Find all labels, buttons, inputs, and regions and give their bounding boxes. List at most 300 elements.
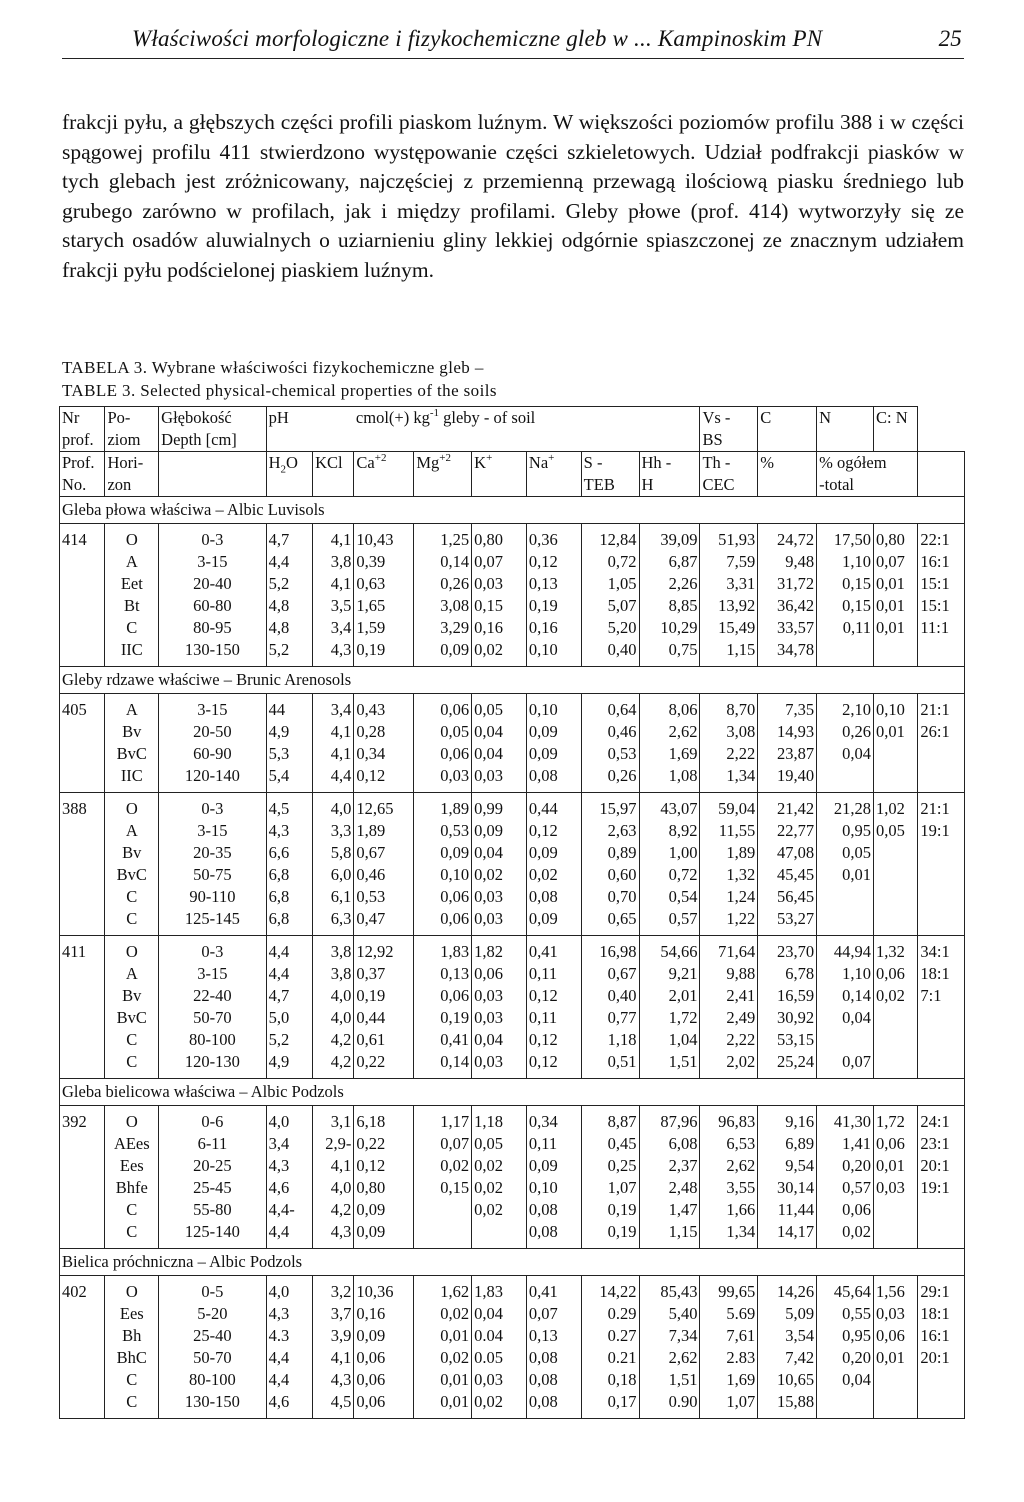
table-cell <box>918 1051 965 1079</box>
table-cell: 3,31 <box>700 573 758 595</box>
table-row <box>60 936 965 964</box>
table-cell: 0,01 <box>414 1391 472 1419</box>
table-cell: 80-100 <box>159 1369 266 1391</box>
table-cell <box>414 1199 472 1221</box>
table-cell: 0,95 <box>817 1325 874 1347</box>
table-cell: C <box>105 1051 159 1079</box>
table-cell: 0,12 <box>526 1029 581 1051</box>
table-cell: 0,64 <box>581 694 639 722</box>
hdr-cec: CEC <box>700 474 758 497</box>
table-cell: 14,17 <box>758 1221 817 1249</box>
table-cell: 0,09 <box>354 1325 414 1347</box>
table-cell: 1,07 <box>581 1177 639 1199</box>
table-cell: 0,09 <box>526 908 581 936</box>
table-cell: 0,06 <box>354 1369 414 1391</box>
table-cell: 6-11 <box>159 1133 266 1155</box>
table-cell: 36,42 <box>758 595 817 617</box>
table-cell: 3,08 <box>700 721 758 743</box>
table-cell: 0,16 <box>472 617 527 639</box>
table-cell: 60-90 <box>159 743 266 765</box>
table-cell: 0-5 <box>159 1276 266 1304</box>
table-cell: 0,05 <box>414 721 472 743</box>
body-paragraph <box>62 108 964 285</box>
table-cell: 0,14 <box>414 1051 472 1079</box>
profile-number <box>60 1369 105 1391</box>
table-cell: 0,63 <box>354 573 414 595</box>
table-cell: A <box>105 694 159 722</box>
profile-number <box>60 617 105 639</box>
table-cell <box>918 1007 965 1029</box>
hdr-prof: prof. <box>60 429 105 452</box>
table-cell: 1,89 <box>700 842 758 864</box>
table-cell: 0,16 <box>354 1303 414 1325</box>
table-cell: 15,49 <box>700 617 758 639</box>
table-cell: 1,34 <box>700 1221 758 1249</box>
table-cell: 14,22 <box>581 1276 639 1304</box>
table-cell: 0.04 <box>472 1325 527 1347</box>
table-cell: 11,55 <box>700 820 758 842</box>
table-cell: 0,54 <box>639 886 700 908</box>
table-cell: 21:1 <box>918 793 965 821</box>
table-cell: 0,06 <box>414 886 472 908</box>
table-cell: 0,12 <box>526 551 581 573</box>
profile-number <box>60 1325 105 1347</box>
profile-number <box>60 1303 105 1325</box>
section-title: Gleby rdzawe właściwe – Brunic Arenosols <box>60 667 965 694</box>
table-cell: 9,88 <box>700 963 758 985</box>
section-header <box>60 667 965 694</box>
table-cell: A <box>105 963 159 985</box>
table-cell: 0,09 <box>526 721 581 743</box>
table-cell: 10,29 <box>639 617 700 639</box>
table-cell: 0.27 <box>581 1325 639 1347</box>
hdr-mg: $Mg^{+2}$ <box>414 452 472 475</box>
hdr-vs: Vs - <box>700 407 758 430</box>
table-cell: C <box>105 908 159 936</box>
table-cell: 0.29 <box>581 1303 639 1325</box>
table-cell: 96,83 <box>700 1106 758 1134</box>
table-cell: 56,45 <box>758 886 817 908</box>
section-header <box>60 1249 965 1276</box>
table-cell: IIC <box>105 765 159 793</box>
table-cell: 2,49 <box>700 1007 758 1029</box>
table-cell <box>817 1391 874 1419</box>
table-cell: 18:1 <box>918 963 965 985</box>
table-cell: 0,77 <box>581 1007 639 1029</box>
table-cell: 1,32 <box>700 864 758 886</box>
table-cell: 4,4 <box>313 765 354 793</box>
table-cell: 0,03 <box>414 765 472 793</box>
table-cell: 8,92 <box>639 820 700 842</box>
table-cell: 4,9 <box>266 721 312 743</box>
table-cell: C <box>105 1391 159 1419</box>
table-cell: 120-140 <box>159 765 266 793</box>
table-cell: 3,9 <box>313 1325 354 1347</box>
table-cell <box>918 886 965 908</box>
table-cell <box>873 1051 917 1079</box>
table-cell: 0,01 <box>873 1347 917 1369</box>
table-cell: 1,22 <box>700 908 758 936</box>
profile-number <box>60 864 105 886</box>
table-cell: 0,44 <box>354 1007 414 1029</box>
profile-number <box>60 886 105 908</box>
hdr-pct-ogolem: % ogółem <box>817 452 918 475</box>
table-row <box>60 842 965 864</box>
table-cell: 50-70 <box>159 1007 266 1029</box>
table-cell: C <box>105 1029 159 1051</box>
profile-number <box>60 1221 105 1249</box>
table-cell: 60-80 <box>159 595 266 617</box>
table-cell: 0,67 <box>581 963 639 985</box>
table-cell: 3,8 <box>313 936 354 964</box>
table-cell: 5,2 <box>266 1029 312 1051</box>
table-cell: 0,06 <box>414 743 472 765</box>
table-cell: 0,06 <box>414 985 472 1007</box>
table-cell: 2,62 <box>639 721 700 743</box>
table-cell: 0,09 <box>526 842 581 864</box>
table-cell: 2,62 <box>700 1155 758 1177</box>
table-cell: IIC <box>105 639 159 667</box>
table-cell: 0-6 <box>159 1106 266 1134</box>
table-cell: 4,2 <box>313 1199 354 1221</box>
table-cell: 0,45 <box>581 1133 639 1155</box>
table-cell: 15:1 <box>918 595 965 617</box>
table-cell: 3,2 <box>313 1276 354 1304</box>
hdr-ziom: ziom <box>105 429 159 452</box>
table-cell: 15,88 <box>758 1391 817 1419</box>
table-cell: 3,3 <box>313 820 354 842</box>
table-row <box>60 1276 965 1304</box>
table-cell: 87,96 <box>639 1106 700 1134</box>
table-cell: 0,10 <box>414 864 472 886</box>
table-cell: 0,08 <box>526 1391 581 1419</box>
table-cell: 0,01 <box>414 1369 472 1391</box>
table-cell: 0,19 <box>581 1221 639 1249</box>
table-row <box>60 551 965 573</box>
table-cell: 5,09 <box>758 1303 817 1325</box>
table-cell: 0,06 <box>414 694 472 722</box>
header-row-4 <box>60 474 965 497</box>
hdr-kcl: KCl <box>313 452 354 475</box>
profile-number: 392 <box>60 1106 105 1134</box>
hdr-s: S - <box>581 452 639 475</box>
table-cell: 0,40 <box>581 639 639 667</box>
table-cell: 0,09 <box>414 639 472 667</box>
table-cell: 5,07 <box>581 595 639 617</box>
profile-number <box>60 820 105 842</box>
table-cell: 50-70 <box>159 1347 266 1369</box>
table-cell: 0,08 <box>526 1369 581 1391</box>
table-cell: 0,20 <box>817 1155 874 1177</box>
table-cell: 5,2 <box>266 639 312 667</box>
table-cell: AEes <box>105 1133 159 1155</box>
table-cell: 4.3 <box>266 1325 312 1347</box>
table-cell: 3,8 <box>313 551 354 573</box>
table-cell: 3,1 <box>313 1106 354 1134</box>
table-cell: 4,4 <box>266 1347 312 1369</box>
table-cell: 5.69 <box>700 1303 758 1325</box>
table-cell: 1,10 <box>817 963 874 985</box>
table-row <box>60 1303 965 1325</box>
table-cell <box>873 1391 917 1419</box>
hdr-hh: Hh - <box>639 452 700 475</box>
hdr-po: Po- <box>105 407 159 430</box>
table-cell: 6,8 <box>266 908 312 936</box>
table-cell: 0,02 <box>414 1155 472 1177</box>
table-cell: 2,41 <box>700 985 758 1007</box>
table-cell: 5,20 <box>581 617 639 639</box>
table-cell: 1,89 <box>414 793 472 821</box>
table-cell: 0,01 <box>414 1325 472 1347</box>
table-cell: 59,04 <box>700 793 758 821</box>
table-row <box>60 886 965 908</box>
table-cell: 7,42 <box>758 1347 817 1369</box>
table-cell: 0,15 <box>414 1177 472 1199</box>
table-cell: 0,04 <box>472 842 527 864</box>
table-cell: 0,15 <box>817 573 874 595</box>
table-cell: C <box>105 1221 159 1249</box>
table-cell <box>817 639 874 667</box>
table-cell: O <box>105 936 159 964</box>
table-cell: BvC <box>105 1007 159 1029</box>
table-cell: 4,5 <box>313 1391 354 1419</box>
hdr-k: K+ <box>472 452 527 475</box>
table-cell: 23:1 <box>918 1133 965 1155</box>
page-number: 25 <box>938 26 962 51</box>
table-cell: 2.83 <box>700 1347 758 1369</box>
table-row <box>60 985 965 1007</box>
table-row <box>60 1325 965 1347</box>
table-cell: 0,39 <box>354 551 414 573</box>
table-cell: 8,87 <box>581 1106 639 1134</box>
table-cell: 20:1 <box>918 1155 965 1177</box>
table-cell: 0,02 <box>472 1391 527 1419</box>
table-cell: 0,04 <box>817 743 874 765</box>
table-cell: Ees <box>105 1303 159 1325</box>
table-cell: 4,3 <box>313 1369 354 1391</box>
table-cell: 1,18 <box>472 1106 527 1134</box>
table-row <box>60 1029 965 1051</box>
table-cell: 4,8 <box>266 595 312 617</box>
profile-number <box>60 743 105 765</box>
table-cell: 1,24 <box>700 886 758 908</box>
table-cell: 6,0 <box>313 864 354 886</box>
table-cell: 3,8 <box>313 963 354 985</box>
table-cell <box>817 1029 874 1051</box>
hdr-th: Th - <box>700 452 758 475</box>
table-cell: 2,02 <box>700 1051 758 1079</box>
table-cell: 0,05 <box>472 1133 527 1155</box>
table-cell: 19,40 <box>758 765 817 793</box>
hdr-depth: Depth [cm] <box>159 429 266 452</box>
table-cell: 6,53 <box>700 1133 758 1155</box>
table-cell: 0,03 <box>472 765 527 793</box>
table-cell: 0,46 <box>581 721 639 743</box>
profile-number <box>60 1029 105 1051</box>
table-row <box>60 1155 965 1177</box>
table-cell: 90-110 <box>159 886 266 908</box>
table-cell: O <box>105 793 159 821</box>
table-cell: 0,15 <box>817 595 874 617</box>
table-cell: 0,41 <box>526 1276 581 1304</box>
table-cell: 2,22 <box>700 743 758 765</box>
table-cell <box>873 864 917 886</box>
table-cell: Ees <box>105 1155 159 1177</box>
table-cell: 2,26 <box>639 573 700 595</box>
table-cell: 0,02 <box>472 864 527 886</box>
table-cell: 0,16 <box>526 617 581 639</box>
table-cell: 0,02 <box>472 639 527 667</box>
table-cell: 1,62 <box>414 1276 472 1304</box>
table-cell: 0.90 <box>639 1391 700 1419</box>
table-cell: 22-40 <box>159 985 266 1007</box>
table-cell: 0,05 <box>817 842 874 864</box>
table-cell: 0,11 <box>526 1007 581 1029</box>
table-cell <box>472 1221 527 1249</box>
hdr-teb: TEB <box>581 474 639 497</box>
table-cell: 0,02 <box>817 1221 874 1249</box>
table-cell: 51,93 <box>700 524 758 552</box>
table-cell <box>873 1029 917 1051</box>
table-row <box>60 1391 965 1419</box>
table-cell: 4,4 <box>266 551 312 573</box>
table-cell: 12,65 <box>354 793 414 821</box>
table-cell: 0,14 <box>817 985 874 1007</box>
table-cell: 0,95 <box>817 820 874 842</box>
table-cell: 0,43 <box>354 694 414 722</box>
table-cell: 0,08 <box>526 1347 581 1369</box>
table-cell: 0,02 <box>414 1303 472 1325</box>
table-cell: 0,26 <box>414 573 472 595</box>
table-cell: 1,25 <box>414 524 472 552</box>
profile-number <box>60 1007 105 1029</box>
table-cell: 21,42 <box>758 793 817 821</box>
header-row-3 <box>60 452 965 475</box>
table-cell: 5,0 <box>266 1007 312 1029</box>
profile-number: 414 <box>60 524 105 552</box>
table-cell: C <box>105 1199 159 1221</box>
table-cell: 71,64 <box>700 936 758 964</box>
table-cell: 0,57 <box>639 908 700 936</box>
section-header <box>60 1079 965 1106</box>
table-cell: 0,53 <box>414 820 472 842</box>
table-cell: 0,53 <box>354 886 414 908</box>
table-cell: 1,82 <box>472 936 527 964</box>
table-cell: 43,07 <box>639 793 700 821</box>
table-cell <box>918 743 965 765</box>
table-cell: 99,65 <box>700 1276 758 1304</box>
table-row <box>60 524 965 552</box>
table-cell: 0,22 <box>354 1051 414 1079</box>
hdr-cn: C: N <box>873 407 917 430</box>
table-cell: O <box>105 1106 159 1134</box>
table-row <box>60 1369 965 1391</box>
table-cell: 6,1 <box>313 886 354 908</box>
table-cell: 0,09 <box>526 743 581 765</box>
table-cell: Bv <box>105 985 159 1007</box>
table-cell: 21:1 <box>918 694 965 722</box>
table-cell: 3-15 <box>159 551 266 573</box>
table-cell: 1,00 <box>639 842 700 864</box>
profile-number <box>60 1051 105 1079</box>
table-cell: 3,55 <box>700 1177 758 1199</box>
table-cell: 4,3 <box>313 639 354 667</box>
table-caption-en: TABLE 3. Selected physical-chemical properties of the soils <box>62 381 497 400</box>
table-row <box>60 1007 965 1029</box>
table-cell: 0,20 <box>817 1347 874 1369</box>
table-cell: 11:1 <box>918 617 965 639</box>
table-cell: 1,08 <box>639 765 700 793</box>
table-cell: 9,54 <box>758 1155 817 1177</box>
table-cell: 5,2 <box>266 573 312 595</box>
table-cell: 0,72 <box>581 551 639 573</box>
table-cell: 4,0 <box>266 1276 312 1304</box>
table-cell <box>918 1029 965 1051</box>
table-cell: A <box>105 551 159 573</box>
table-cell: 0,02 <box>472 1155 527 1177</box>
table-cell: 0,04 <box>472 743 527 765</box>
profile-number <box>60 1347 105 1369</box>
profile-number <box>60 721 105 743</box>
table-row <box>60 765 965 793</box>
hdr-no: No. <box>60 474 105 497</box>
table-cell: 22:1 <box>918 524 965 552</box>
table-cell: 44,94 <box>817 936 874 964</box>
table-cell: 0,04 <box>817 1007 874 1029</box>
table-cell: 7,35 <box>758 694 817 722</box>
table-cell: 1,89 <box>354 820 414 842</box>
table-cell: 0,07 <box>414 1133 472 1155</box>
table-cell: 4,4 <box>266 1221 312 1249</box>
table-cell: 4,2 <box>313 1029 354 1051</box>
table-cell: 0,06 <box>354 1347 414 1369</box>
table-cell: 34,78 <box>758 639 817 667</box>
table-cell: 44 <box>266 694 312 722</box>
table-cell: 0,19 <box>354 985 414 1007</box>
table-cell: 125-140 <box>159 1221 266 1249</box>
table-cell: 5-20 <box>159 1303 266 1325</box>
table-cell: 0,40 <box>581 985 639 1007</box>
table-cell: 3-15 <box>159 963 266 985</box>
table-cell: 4,7 <box>266 985 312 1007</box>
hdr-h2o: $H_2O$ <box>266 452 312 475</box>
table-cell: 1,56 <box>873 1276 917 1304</box>
table-cell: 7:1 <box>918 985 965 1007</box>
table-cell: 0,41 <box>414 1029 472 1051</box>
table-cell: 80-100 <box>159 1029 266 1051</box>
table-cell: 0,03 <box>472 908 527 936</box>
table-cell: 4,1 <box>313 1347 354 1369</box>
table-cell: Bh <box>105 1325 159 1347</box>
table-cell: 0,19 <box>354 639 414 667</box>
table-cell: 125-145 <box>159 908 266 936</box>
table-cell: 4,4 <box>266 1369 312 1391</box>
table-cell: 5,40 <box>639 1303 700 1325</box>
table-cell: 0,19 <box>581 1199 639 1221</box>
table-cell: 0,13 <box>414 963 472 985</box>
table-row <box>60 1177 965 1199</box>
profile-number <box>60 1155 105 1177</box>
table-cell: 4,0 <box>313 793 354 821</box>
table-cell: 20-50 <box>159 721 266 743</box>
table-cell: 20-25 <box>159 1155 266 1177</box>
table-cell: 0,11 <box>526 963 581 985</box>
table-cell: 16,59 <box>758 985 817 1007</box>
table-row <box>60 864 965 886</box>
table-cell: 130-150 <box>159 1391 266 1419</box>
table-row <box>60 793 965 821</box>
table-cell: 0,57 <box>817 1177 874 1199</box>
